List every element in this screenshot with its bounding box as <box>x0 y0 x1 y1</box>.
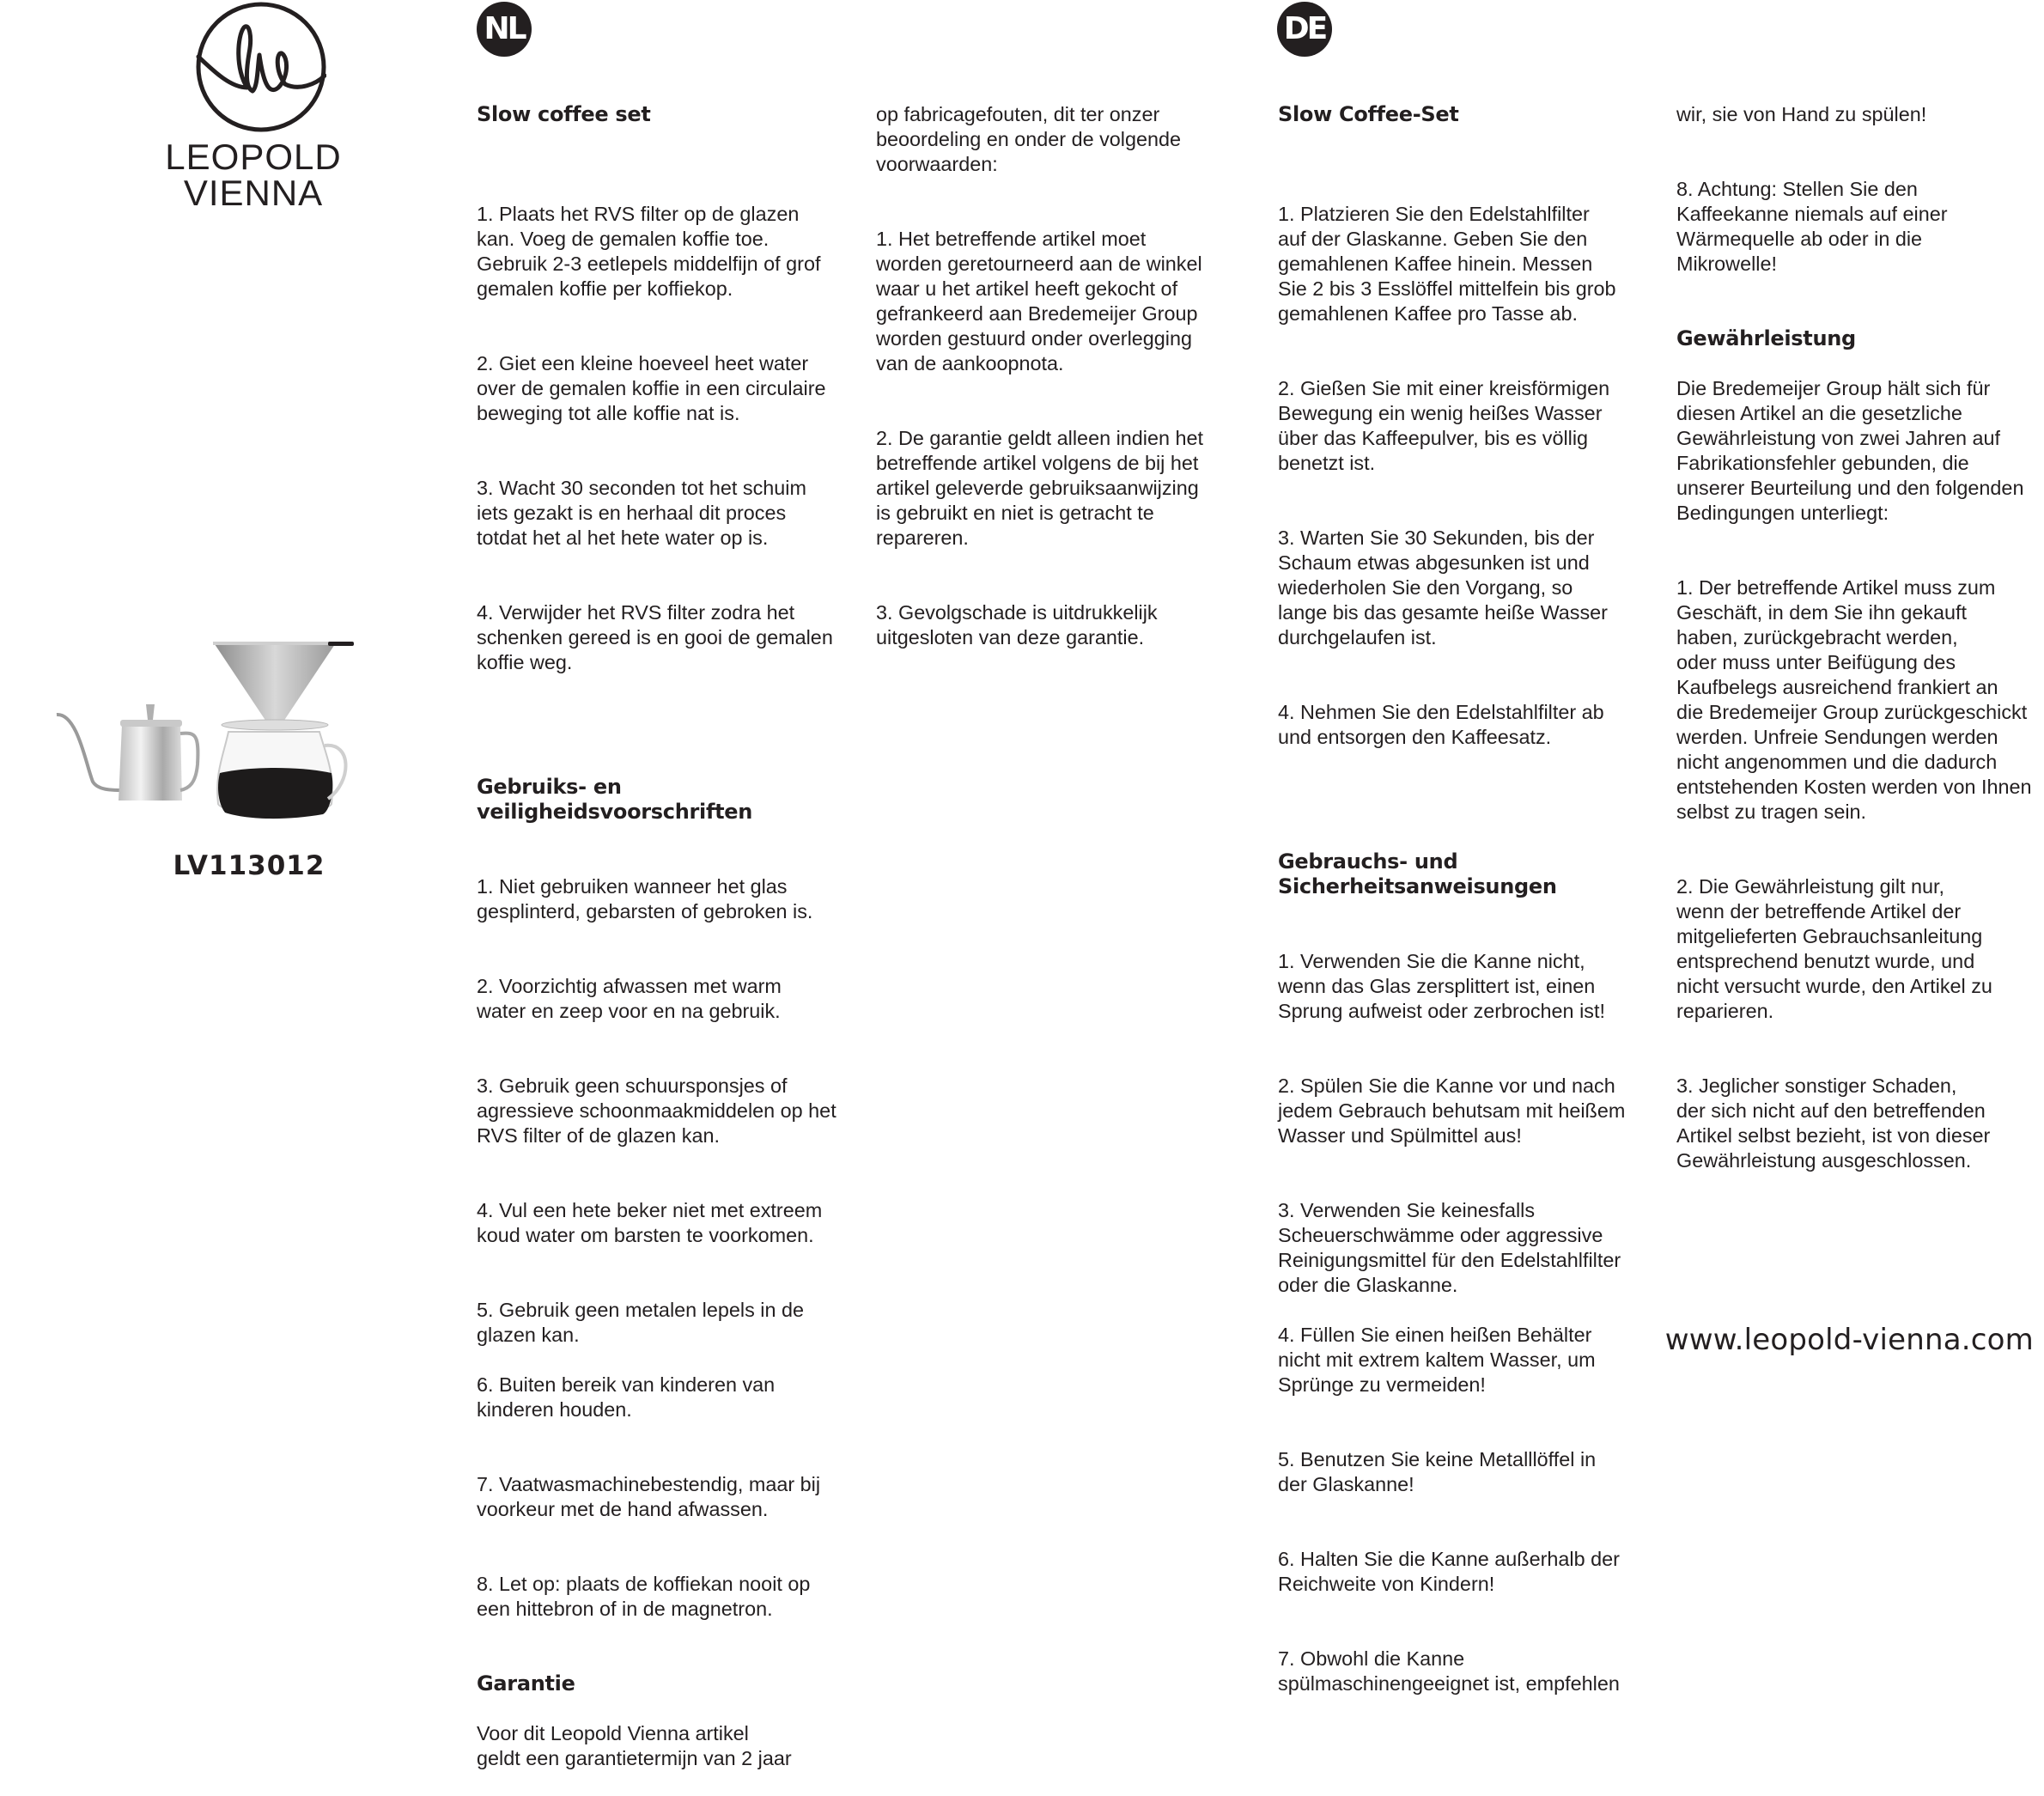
de-safety-7: 7. Obwohl die Kanne spülmaschinengeeignet ist, empfehlen <box>1278 1647 1620 1695</box>
de-safety-title: Gebrauchs- und Sicherheitsanweisungen <box>1278 849 1557 898</box>
nl-safety-4: 4. Vul een hete beker niet met extreem koud water om barsten te voorkomen. <box>477 1199 823 1246</box>
nl-safety-7: 7. Vaatwasmachinebestendig, maar bij voorkeur met de hand afwassen. <box>477 1473 821 1520</box>
de-warranty-title: Gewährleistung <box>1676 326 1856 350</box>
nl-column-2 <box>876 77 1254 700</box>
brand-wordmark <box>155 139 352 211</box>
de-warranty-item-3: 3. Jeglicher sonstiger Schaden, der sich nicht auf den betreffenden Artikel selbst bezieht, ist von dieser Gewährleistung ausgeschlossen. <box>1676 1075 1991 1172</box>
nl-step-1: 1. Plaats het RVS filter op de glazen kan. Voeg de gemalen koffie toe. Gebruik 2-3 eetlepels middelfijn of grof gemalen koffie per koffiekop. <box>477 203 821 300</box>
nl-warranty-item-3: 3. Gevolgschade is uitdrukkelijk uitgesloten van deze garantie. <box>876 601 1158 648</box>
de-safety-7-cont: wir, sie von Hand zu spülen! <box>1676 103 1927 125</box>
website-url[interactable]: www.leopold-vienna.com <box>1664 1323 2034 1357</box>
de-warranty-item-1: 1. Der betreffende Artikel muss zum Geschäft, in dem Sie ihn gekauft haben, zurückgebracht werden, oder muss unter Beifügung des Kaufbelegs ausreichend frankiert an die Bredemeijer Group zurückgeschickt werden. Unfreie Sendungen werden nicht angenommen und die dadurch entstehenden Kosten werden von Ihnen selbst zu tragen sein. <box>1676 576 2032 823</box>
nl-title: Slow coffee set <box>477 102 651 126</box>
de-step-2: 2. Gießen Sie mit einer kreisförmigen Bewegung ein wenig heißes Wasser über das Kaffeepulver, bis es völlig benetzt ist. <box>1278 377 1610 474</box>
de-safety-3: 3. Verwenden Sie keinesfalls Scheuerschwämme oder aggressive Reinigungsmittel für den Edelstahlfilter oder die Glaskanne. <box>1278 1199 1621 1296</box>
nl-warranty-item-2: 2. De garantie geldt alleen indien het betreffende artikel volgens de bij het artikel geleverde gebruiksaanwijzing is gebruikt en niet is getracht te repareren. <box>876 427 1204 549</box>
de-safety-1: 1. Verwenden Sie die Kanne nicht, wenn das Glas zersplittert ist, einen Sprung aufweist oder zerbrochen ist! <box>1278 950 1605 1022</box>
language-badge-nl: NL <box>477 2 532 57</box>
nl-safety-6: 6. Buiten bereik van kinderen van kinderen houden. <box>477 1373 776 1421</box>
coffee-dripper-icon <box>213 642 354 730</box>
nl-warranty-item-1: 1. Het betreffende artikel moet worden geretourneerd aan de winkel waar u het artikel heeft gekocht of gefrankeerd aan Bredemeijer Group worden gestuurd onder overlegging van de aankoopnota. <box>876 228 1202 374</box>
gooseneck-kettle-icon <box>57 704 198 801</box>
brand-name-line2: VIENNA <box>183 173 324 213</box>
brand-name-line1: LEOPOLD <box>165 137 342 177</box>
de-safety-5: 5. Benutzen Sie keine Metalllöffel in der Glaskanne! <box>1278 1448 1597 1495</box>
de-column-1 <box>1278 77 1656 1721</box>
nl-safety-8: 8. Let op: plaats de koffiekan nooit op een hittebron of in de magnetron. <box>477 1573 811 1620</box>
de-warranty-intro: Die Bredemeijer Group hält sich für diesen Artikel an die gesetzliche Gewährleistung von zwei Jahren auf Fabrikationsfehler gebunden, die unserer Beurteilung und den folgenden Bedingungen unterliegt: <box>1676 377 2024 524</box>
nl-safety-title: Gebruiks- en veiligheidsvoorschriften <box>477 775 753 824</box>
nl-step-4: 4. Verwijder het RVS filter zodra het schenken gereed is en gooi de gemalen koffie weg. <box>477 601 833 673</box>
de-safety-8: 8. Achtung: Stellen Sie den Kaffeekanne niemals auf einer Wärmequelle ab oder in die Mikrowelle! <box>1676 178 1948 275</box>
de-warranty-item-2: 2. Die Gewährleistung gilt nur, wenn der betreffende Artikel der mitgelieferten Gebrauchsanleitung entsprechend benutzt wurde, und nicht versucht wurde, den Artikel zu reparieren. <box>1676 875 1992 1022</box>
nl-warranty-intro-b: op fabricagefouten, dit ter onzer beoordeling en onder de volgende voorwaarden: <box>876 103 1182 175</box>
nl-safety-5: 5. Gebruik geen metalen lepels in de glazen kan. <box>477 1299 804 1346</box>
nl-warranty-intro-a: Voor dit Leopold Vienna artikel geldt een garantietermijn van 2 jaar <box>477 1722 792 1769</box>
language-badge-de: DE <box>1277 2 1332 57</box>
lv-monogram-circle-icon <box>196 2 326 132</box>
nl-safety-2: 2. Voorzichtig afwassen met warm water en zeep voor en na gebruik. <box>477 975 782 1022</box>
nl-safety-1: 1. Niet gebruiken wanneer het glas gesplinterd, gebarsten of gebroken is. <box>477 875 813 922</box>
nl-safety-3: 3. Gebruik geen schuursponsjes of agressieve schoonmaakmiddelen op het RVS filter of de glazen kan. <box>477 1075 836 1147</box>
nl-warranty-title: Garantie <box>477 1671 575 1696</box>
nl-step-3: 3. Wacht 30 seconden tot het schuim iets gezakt is en herhaal dit proces totdat het al het hete water op is. <box>477 477 806 549</box>
glass-carafe-icon <box>217 732 345 819</box>
de-step-3: 3. Warten Sie 30 Sekunden, bis der Schaum etwas abgesunken ist und wiederholen Sie den Vorgang, so lange bis das gesamte heiße Wasser durchgelaufen ist. <box>1278 527 1608 648</box>
de-safety-4: 4. Füllen Sie einen heißen Behälter nicht mit extrem kaltem Wasser, um Sprünge zu vermeiden! <box>1278 1324 1596 1396</box>
de-safety-2: 2. Spülen Sie die Kanne vor und nach jedem Gebrauch behutsam mit heißem Wasser und Spülmittel aus! <box>1278 1075 1626 1147</box>
product-photo <box>52 636 412 842</box>
de-title: Slow Coffee-Set <box>1278 102 1459 126</box>
de-safety-6: 6. Halten Sie die Kanne außerhalb der Reichweite von Kindern! <box>1278 1548 1620 1595</box>
nl-step-2: 2. Giet een kleine hoeveel heet water over de gemalen koffie in een circulaire beweging tot alle koffie nat is. <box>477 352 826 424</box>
product-sku: LV113012 <box>173 850 325 881</box>
de-step-4: 4. Nehmen Sie den Edelstahlfilter ab und entsorgen den Kaffeesatz. <box>1278 701 1604 748</box>
nl-column-1 <box>477 77 855 1796</box>
de-column-2 <box>1676 77 2037 1223</box>
de-step-1: 1. Platzieren Sie den Edelstahlfilter auf der Glaskanne. Geben Sie den gemahlenen Kaffee hinein. Messen Sie 2 bis 3 Esslöffel mittelfein bis grob gemahlenen Kaffee pro Tasse ab. <box>1278 203 1616 325</box>
